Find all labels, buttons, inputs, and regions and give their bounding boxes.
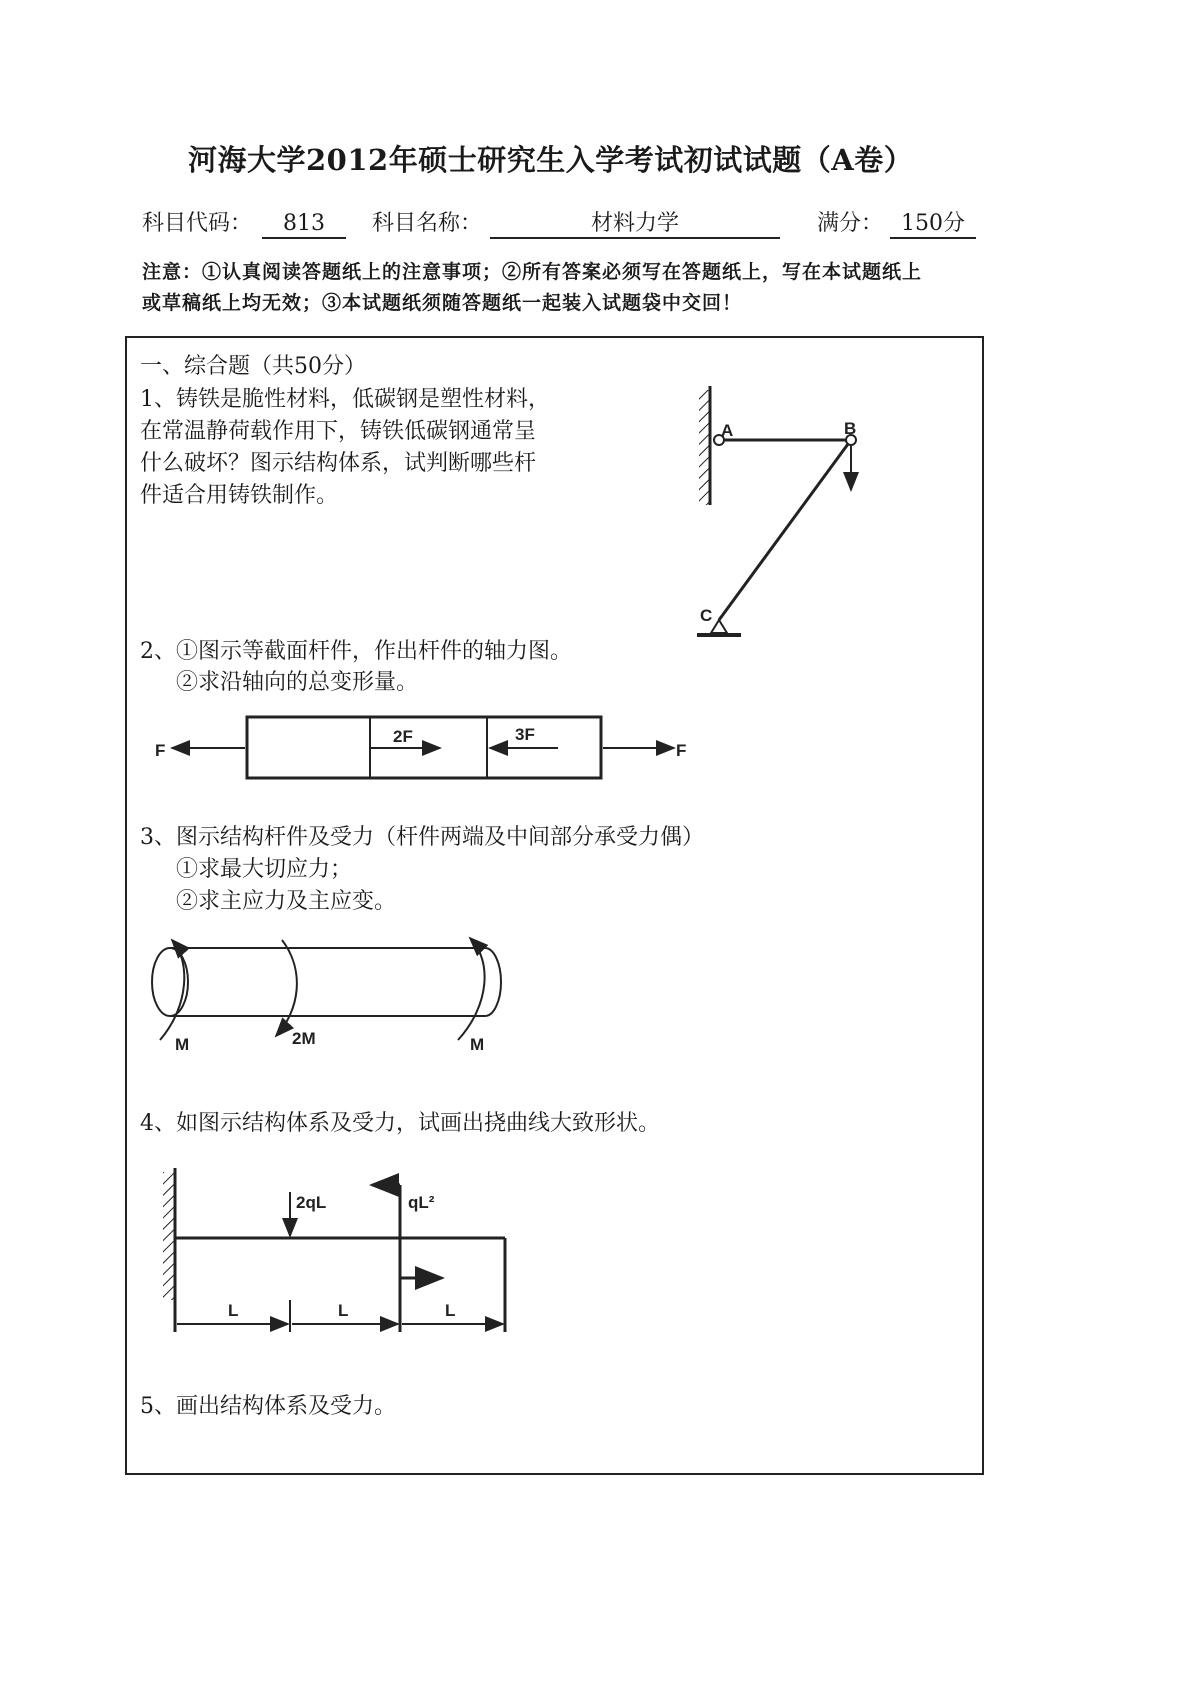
q4-line: 4、如图示结构体系及受力，试画出挠曲线大致形状。: [140, 1111, 660, 1136]
q5-line: 5、画出结构体系及受力。: [140, 1394, 396, 1419]
force-2f: 2F: [393, 727, 413, 746]
dim-l-3: L: [445, 1301, 456, 1320]
moment-middle: 2M: [292, 1029, 316, 1048]
label-c: C: [700, 606, 713, 625]
moment-ql2: qL²: [408, 1193, 435, 1212]
label-b: B: [844, 419, 857, 438]
axial-bar-figure: [155, 717, 686, 778]
subject-code: 813: [262, 213, 346, 239]
wall-hatch: [699, 390, 709, 505]
force-f-right: F: [676, 741, 687, 760]
q2-line: ②求沿轴向的总变形量。: [176, 670, 419, 695]
full-score-label: 满分：: [817, 211, 884, 236]
q3-line: 3、图示结构杆件及受力（杆件两端及中间部分承受力偶）: [140, 825, 704, 850]
subject-name: 材料力学: [490, 213, 780, 239]
q2-line: 2、①图示等截面杆件，作出杆件的轴力图。: [140, 639, 572, 664]
exam-title: 河海大学2012年硕士研究生入学考试初试试题（A卷）: [188, 143, 914, 177]
load-2ql: 2qL: [296, 1193, 327, 1212]
frame-figure: [163, 1168, 505, 1332]
truss-figure: [697, 386, 856, 635]
subject-code-label: 科目代码：: [142, 211, 253, 236]
dim-l-1: L: [228, 1301, 239, 1320]
section-heading: 一、综合题（共50分）: [140, 354, 366, 379]
q1-line: 件适合用铸铁制作。: [140, 483, 339, 508]
full-score: 150分: [890, 213, 976, 239]
dim-l-2: L: [338, 1301, 349, 1320]
force-3f: 3F: [515, 725, 535, 744]
force-f-left: F: [155, 741, 166, 760]
label-a: A: [721, 421, 734, 440]
q3-line: ①求最大切应力；: [176, 857, 353, 882]
notice-line-1: 注意：①认真阅读答题纸上的注意事项；②所有答案必须写在答题纸上，写在本试题纸上: [142, 261, 923, 283]
moment-left: M: [175, 1035, 190, 1054]
support-c: [711, 620, 727, 633]
torsion-shaft-figure: [152, 938, 501, 1054]
q1-line: 在常温静荷载作用下，铸铁低碳钢通常呈: [140, 419, 537, 444]
q3-line: ②求主应力及主应变。: [176, 889, 397, 914]
subject-name-label: 科目名称：: [372, 211, 483, 236]
member-bc: [719, 444, 848, 620]
q1-line: 1、铸铁是脆性材料，低碳钢是塑性材料，: [140, 387, 550, 412]
q1-line: 什么破坏？图示结构体系，试判断哪些杆: [140, 451, 537, 476]
moment-right: M: [470, 1035, 485, 1054]
notice-line-2: 或草稿纸上均无效；③本试题纸须随答题纸一起装入试题袋中交回！: [142, 292, 743, 314]
